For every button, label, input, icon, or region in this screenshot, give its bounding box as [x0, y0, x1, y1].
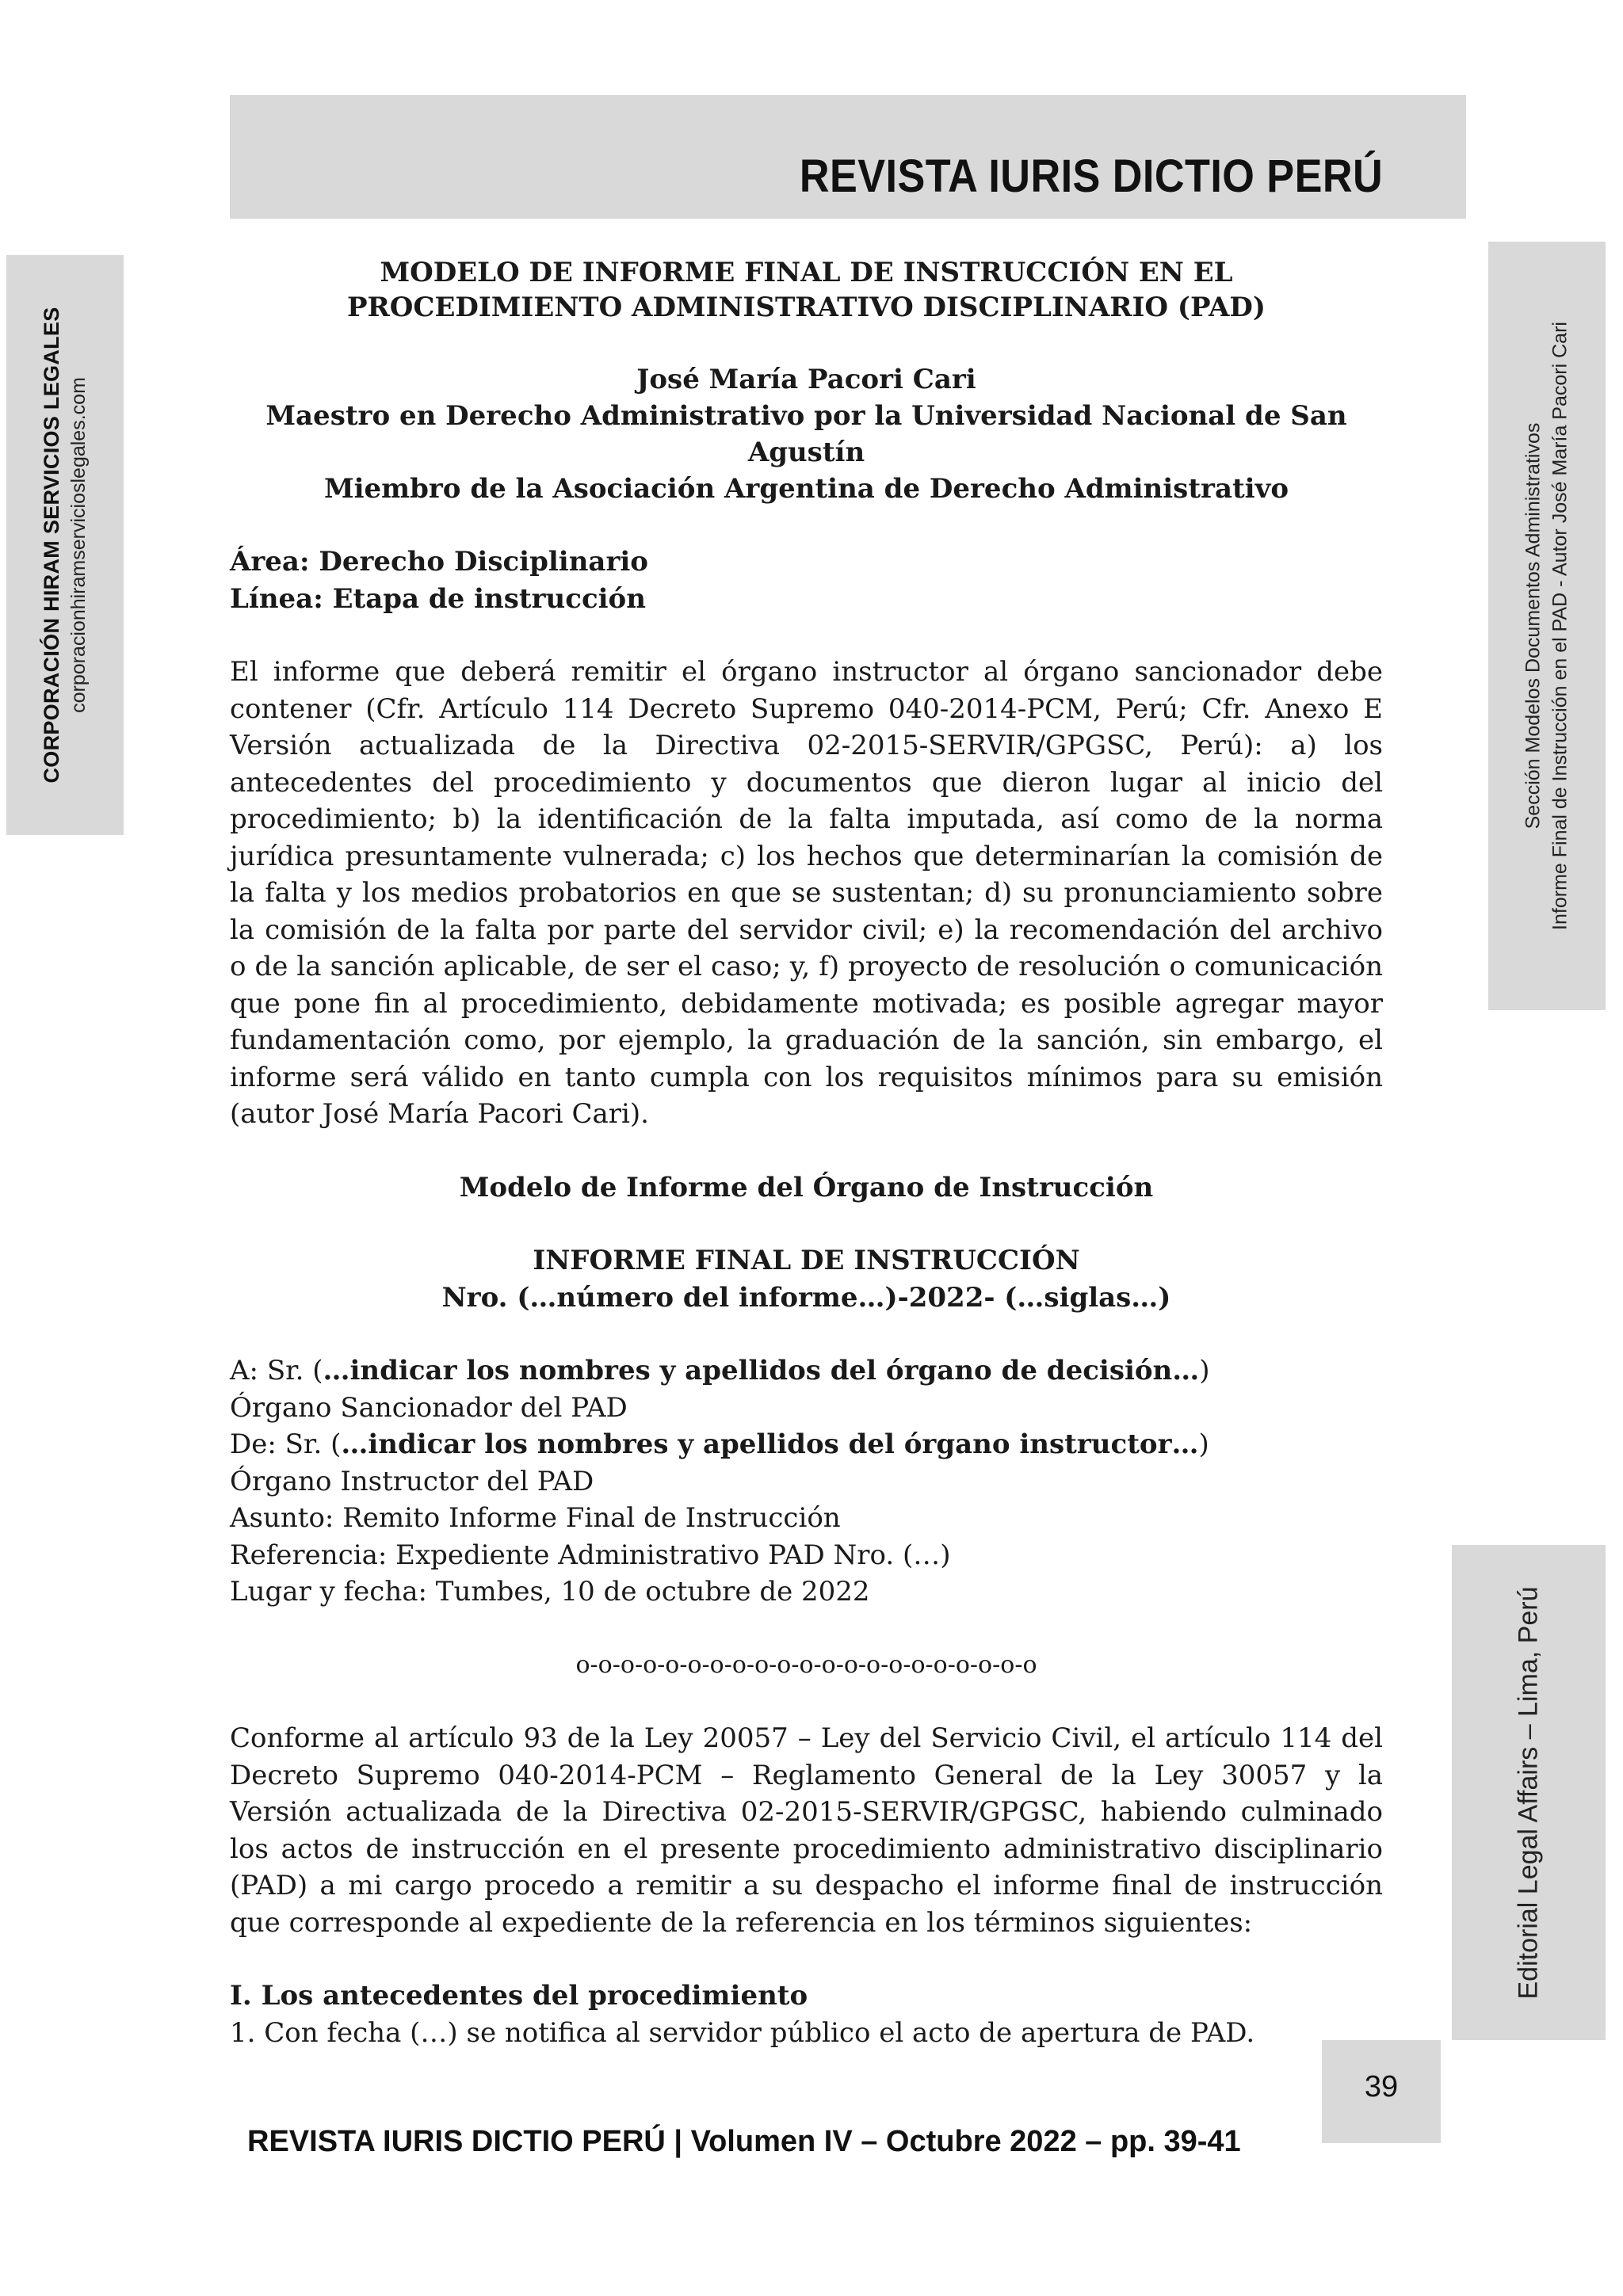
memo-subject: Asunto: Remito Informe Final de Instrucción — [230, 1502, 841, 1534]
right-side-band-bottom — [1452, 1545, 1606, 2040]
article-body — [230, 252, 1383, 2051]
body-paragraph: Conforme al artículo 93 de la Ley 20057 – Ley del Servicio Civil, el artículo 114 del Decreto Supremo 040-2014-PCM – Reglamento General de la Ley 30057 y la Versión actualizada de la Directiva 02-2015-SERVIR/GPGSC, habiendo culminado los actos de instrucción en el presente procedimiento administrativo disciplinario (PAD) a mi cargo procedo a remitir a su despacho el informe final de instrucción que corresponde al expediente de la referencia en los términos siguientes: — [230, 1722, 1383, 1939]
page-number: 39 — [1364, 2070, 1399, 2103]
footer-citation: REVISTA IURIS DICTIO PERÚ | Volumen IV – Octubre 2022 – pp. 39-41 — [247, 2125, 1241, 2158]
publisher-name: CORPORACIÓN HIRAM SERVICIOS LEGALES — [40, 307, 63, 784]
article-title-line1: MODELO DE INFORME FINAL DE INSTRUCCIÓN EN EL — [380, 257, 1233, 288]
left-side-band — [6, 255, 124, 835]
editorial-label: Editorial Legal Affairs – Lima, Perú — [1513, 1586, 1544, 1999]
memo-to-line: A: Sr. (…indicar los nombres y apellidos del órgano de decisión…) — [230, 1355, 1210, 1386]
right-band-top-text — [1520, 322, 1574, 930]
memo-header — [230, 1352, 1383, 1611]
publisher-website: corporacionhiramservicioslegales.com — [67, 377, 90, 713]
section-label: Sección Modelos Documentos Administrativos — [1522, 422, 1545, 830]
section1-heading: I. Los antecedentes del procedimiento — [230, 1980, 808, 2012]
author-affiliation-1: Maestro en Derecho Administrativo por la Universidad Nacional de San Agustín — [265, 400, 1347, 468]
author-name: José María Pacori Cari — [636, 364, 976, 395]
classification-block — [230, 543, 1383, 617]
model-heading: Modelo de Informe del Órgano de Instrucción — [459, 1171, 1154, 1203]
article-title-line2: PROCEDIMIENTO ADMINISTRATIVO DISCIPLINARIO (PAD) — [346, 292, 1266, 323]
memo-place-date: Lugar y fecha: Tumbes, 10 de octubre de 2022 — [230, 1576, 870, 1608]
report-header — [230, 1242, 1383, 1316]
author-affiliation-2: Miembro de la Asociación Argentina de Derecho Administrativo — [323, 473, 1289, 505]
article-title — [230, 255, 1383, 325]
memo-to-name: …indicar los nombres y apellidos del órgano de decisión… — [323, 1355, 1200, 1386]
line-label: Línea: Etapa de instrucción — [230, 582, 646, 615]
memo-from-role: Órgano Instructor del PAD — [230, 1465, 594, 1497]
memo-reference: Referencia: Expediente Administrativo PAD Nro. (…) — [230, 1539, 951, 1571]
intro-paragraph: El informe que deberá remitir el órgano instructor al órgano sancionador debe contener (Cfr. Artículo 114 Decreto Supremo 040-2014-PCM, Perú; Cfr. Anexo E Versión actualizada de la Directiva 02-2015-SERVIR/GPGSC, Perú): a) los antecedentes del procedimiento y documentos que dieron lugar al inicio del procedimiento; b) la identificación de la falta imputada, así como de la norma jurídica presuntamente vulnerada; c) los hechos que determinarían la comisión de la falta y los medios probatorios en que se sustentan; d) su pronunciamiento sobre la comisión de la falta por parte del servidor civil; e) la recomendación del archivo o de la sanción aplicable, de ser el caso; y, f) proyecto de resolución o comunicación que pone fin al procedimiento, debidamente motivada; es posible agregar mayor fundamentación como, por ejemplo, la graduación de la sanción, sin embargo, el informe será válido en tanto cumpla con los requisitos mínimos para su emisión (autor José María Pacori Cari). — [230, 656, 1383, 1130]
author-block — [230, 361, 1383, 507]
section1-item1: 1. Con fecha (…) se notifica al servidor público el acto de apertura de PAD. — [230, 2016, 1255, 2049]
article-running-title: Informe Final de Instrucción en el PAD - Autor José María Pacori Cari — [1549, 322, 1571, 930]
page-number-box — [1322, 2040, 1441, 2143]
journal-title: REVISTA IURIS DICTIO PERÚ — [799, 151, 1383, 202]
right-side-band-top — [1488, 242, 1606, 1010]
memo-from-name: …indicar los nombres y apellidos del órgano instructor… — [341, 1428, 1199, 1460]
memo-from-line: De: Sr. (…indicar los nombres y apellidos del órgano instructor…) — [230, 1428, 1209, 1460]
area-label: Área: Derecho Disciplinario — [230, 546, 648, 578]
report-number: Nro. (…número del informe…)-2022- (…siglas…) — [441, 1281, 1171, 1314]
report-title: INFORME FINAL DE INSTRUCCIÓN — [533, 1245, 1080, 1276]
left-band-text — [40, 307, 90, 783]
separator-line: o-o-o-o-o-o-o-o-o-o-o-o-o-o-o-o-o-o-o-o-o — [575, 1650, 1037, 1679]
header-band — [230, 95, 1466, 219]
memo-to-role: Órgano Sancionador del PAD — [230, 1391, 628, 1424]
